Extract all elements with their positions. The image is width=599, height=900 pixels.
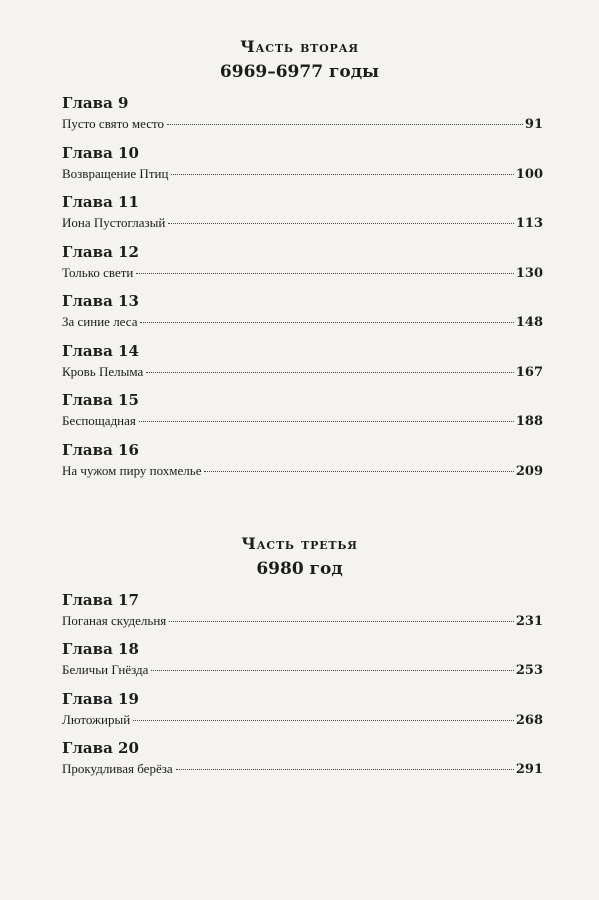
toc-entry-chapter-12[interactable] [62,242,543,285]
chapter-label: Глава 16 [62,441,139,459]
page-number: 100 [515,167,543,182]
page-number: 113 [515,216,543,231]
chapter-label: Глава 19 [62,690,139,708]
chapter-label: Глава 20 [62,739,139,757]
chapter-title: Только свети [62,265,134,280]
dot-leader [168,223,514,224]
chapter-title: Прокудливая берёза [62,761,173,776]
chapter-label: Глава 18 [62,640,139,658]
toc-entry-chapter-9[interactable] [62,93,543,136]
toc-entry-chapter-17[interactable] [62,590,543,633]
part-title: Часть третья [241,534,358,553]
chapter-label: Глава 17 [62,591,139,609]
dot-leader [176,769,514,770]
toc-entry-chapter-20[interactable] [62,738,543,781]
chapter-title: Беспощадная [62,413,136,428]
page-number: 148 [515,315,543,330]
toc-entry-chapter-11[interactable] [62,192,543,235]
toc-entry-chapter-10[interactable] [62,143,543,186]
chapter-label: Глава 11 [62,193,139,211]
page-number: 209 [515,464,543,479]
toc-entry-chapter-15[interactable] [62,390,543,433]
chapter-label: Глава 13 [62,292,139,310]
toc-entry-chapter-14[interactable] [62,341,543,384]
dot-leader [139,421,514,422]
page-number: 167 [515,365,543,380]
page-number: 188 [515,414,543,429]
toc-entry-chapter-13[interactable] [62,291,543,334]
page-number: 91 [524,117,543,132]
part-years: 6980 год [256,559,343,579]
chapter-label: Глава 15 [62,391,139,409]
dot-leader [169,621,514,622]
dot-leader [171,174,513,175]
page-number: 231 [515,614,543,629]
dot-leader [146,372,514,373]
part-three-heading [0,533,599,581]
chapter-label: Глава 9 [62,94,129,112]
chapter-title: За синие леса [62,314,138,329]
page-number: 253 [515,663,543,678]
chapter-title: Иона Пустоглазый [62,215,166,230]
chapter-label: Глава 14 [62,342,139,360]
chapter-title: Лютожирый [62,712,131,727]
toc-entry-chapter-16[interactable] [62,440,543,483]
page-number: 291 [515,762,543,777]
chapter-label: Глава 10 [62,144,139,162]
dot-leader [204,471,513,472]
dot-leader [140,322,513,323]
toc-entry-chapter-18[interactable] [62,639,543,682]
chapter-title: Беличьи Гнёзда [62,662,149,677]
chapter-title: Возвращение Птиц [62,166,169,181]
part-years: 6969–6977 годы [219,62,380,82]
dot-leader [151,670,513,671]
dot-leader [136,273,514,274]
part-title: Часть вторая [240,37,359,56]
part-two-heading [0,36,599,84]
toc-entry-chapter-19[interactable] [62,689,543,732]
chapter-title: На чужом пиру похмелье [62,463,202,478]
chapter-title: Кровь Пелыма [62,364,144,379]
dot-leader [133,720,514,721]
dot-leader [167,124,523,125]
chapter-title: Пусто свято место [62,116,164,131]
chapter-label: Глава 12 [62,243,139,261]
page-number: 130 [515,266,543,281]
page-number: 268 [515,713,543,728]
chapter-title: Поганая скудельня [62,613,167,628]
